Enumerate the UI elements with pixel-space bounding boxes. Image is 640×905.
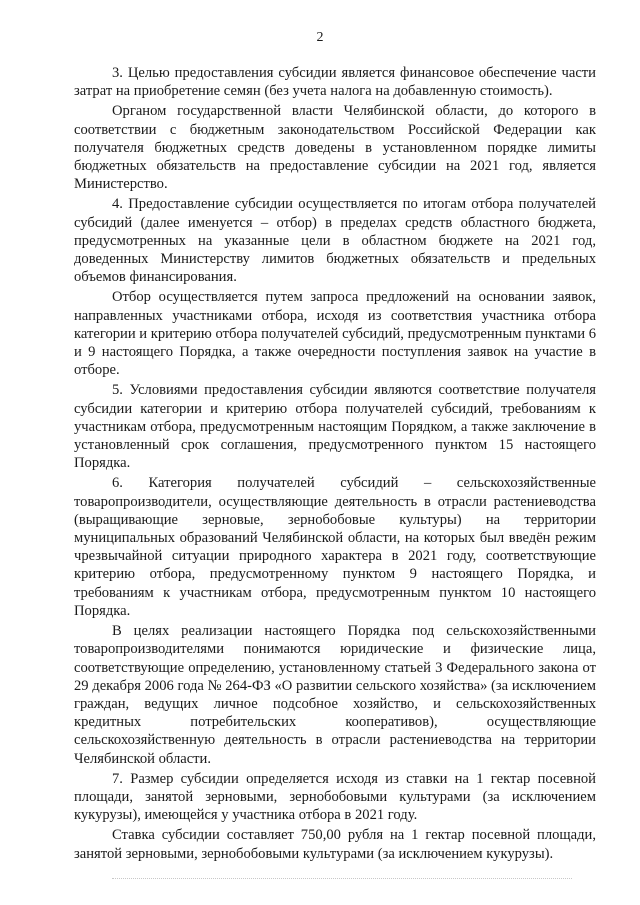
page-number: 2 [316,30,324,45]
paragraph-rate: Ставка субсидии составляет 750,00 рубля на 1 гектар посевной площади, занятой зерновыми, зернобобовыми культурами (за исключением кукурузы). [74,827,596,862]
footer-divider [112,878,572,879]
paragraph-7-amount: 7. Размер субсидии определяется исходя из ставки на 1 гектар посевной площади, занятой зерновыми, зернобобовыми культурами (за исключением кукурузы), имеющейся у участника отбора в 2021 году. [74,770,596,824]
paragraph-authority: Органом государственной власти Челябинской области, до которого в соответствии с бюджетным законодательством Российской Федерации как получателя бюджетных средств доведены в установленном порядке лимиты бюджетных обязательств на предоставление субсидии на 2021 год, является Министерство. [74,103,596,193]
paragraph-6-category: 6. Категория получателей субсидий – сельскохозяйственные товаропроизводители, осуществляющие деятельность в отрасли растениеводства (выращивающие зерновые, зернобобовые культуры) на территории муниципальных образований Челябинской области, на которых был введён режим чрезвычайной ситуации природного характера в 2021 году, соответствующие критерию отбора, предусмотренному пунктом 9 настоящего Порядка, и требованиям к участникам отбора, предусмотренным пунктом 10 настоящего Порядка. [74,475,596,619]
paragraph-producers-definition: В целях реализации настоящего Порядка под сельскохозяйственными товаропроизводителями понимаются юридические и физические лица, соответствующие определению, установленному статьей 3 Федерального закона от 29 декабря 2006 года № 264-ФЗ «О развитии сельского хозяйства» (за исключением граждан, ведущих личное подсобное хозяйство, и сельскохозяйственных кредитных потребительских кооперативов), осуществляющие сельскохозяйственную деятельность в отрасли растениеводства на территории Челябинской области. [74,623,596,767]
paragraph-4-selection: 4. Предоставление субсидии осуществляется по итогам отбора получателей субсидий (далее именуется – отбор) в пределах средств областного бюджета, предусмотренных на указанные цели в областном бюджете на 2021 год, доведенных Министерству лимитов бюджетных обязательств и предельных объемов финансирования. [74,196,596,286]
paragraph-selection-method: Отбор осуществляется путем запроса предложений на основании заявок, направленных участниками отбора, исходя из соответствия участника отбора категории и критерию отбора получателей субсидий, предусмотренным пунктами 6 и 9 настоящего Порядка, а также очередности поступления заявок на участие в отборе. [74,289,596,379]
paragraph-3-goal: 3. Целью предоставления субсидии является финансовое обеспечение части затрат на приобретение семян (без учета налога на добавленную стоимость). [74,65,596,100]
paragraph-5-conditions: 5. Условиями предоставления субсидии являются соответствие получателя субсидии категории и критерию отбора получателей субсидий, требованиям к участникам отбора, предусмотренным настоящим Порядком, а также заключение в установленный срок соглашения, предусмотренного пунктом 15 настоящего Порядка. [74,382,596,472]
document-body [74,64,596,865]
